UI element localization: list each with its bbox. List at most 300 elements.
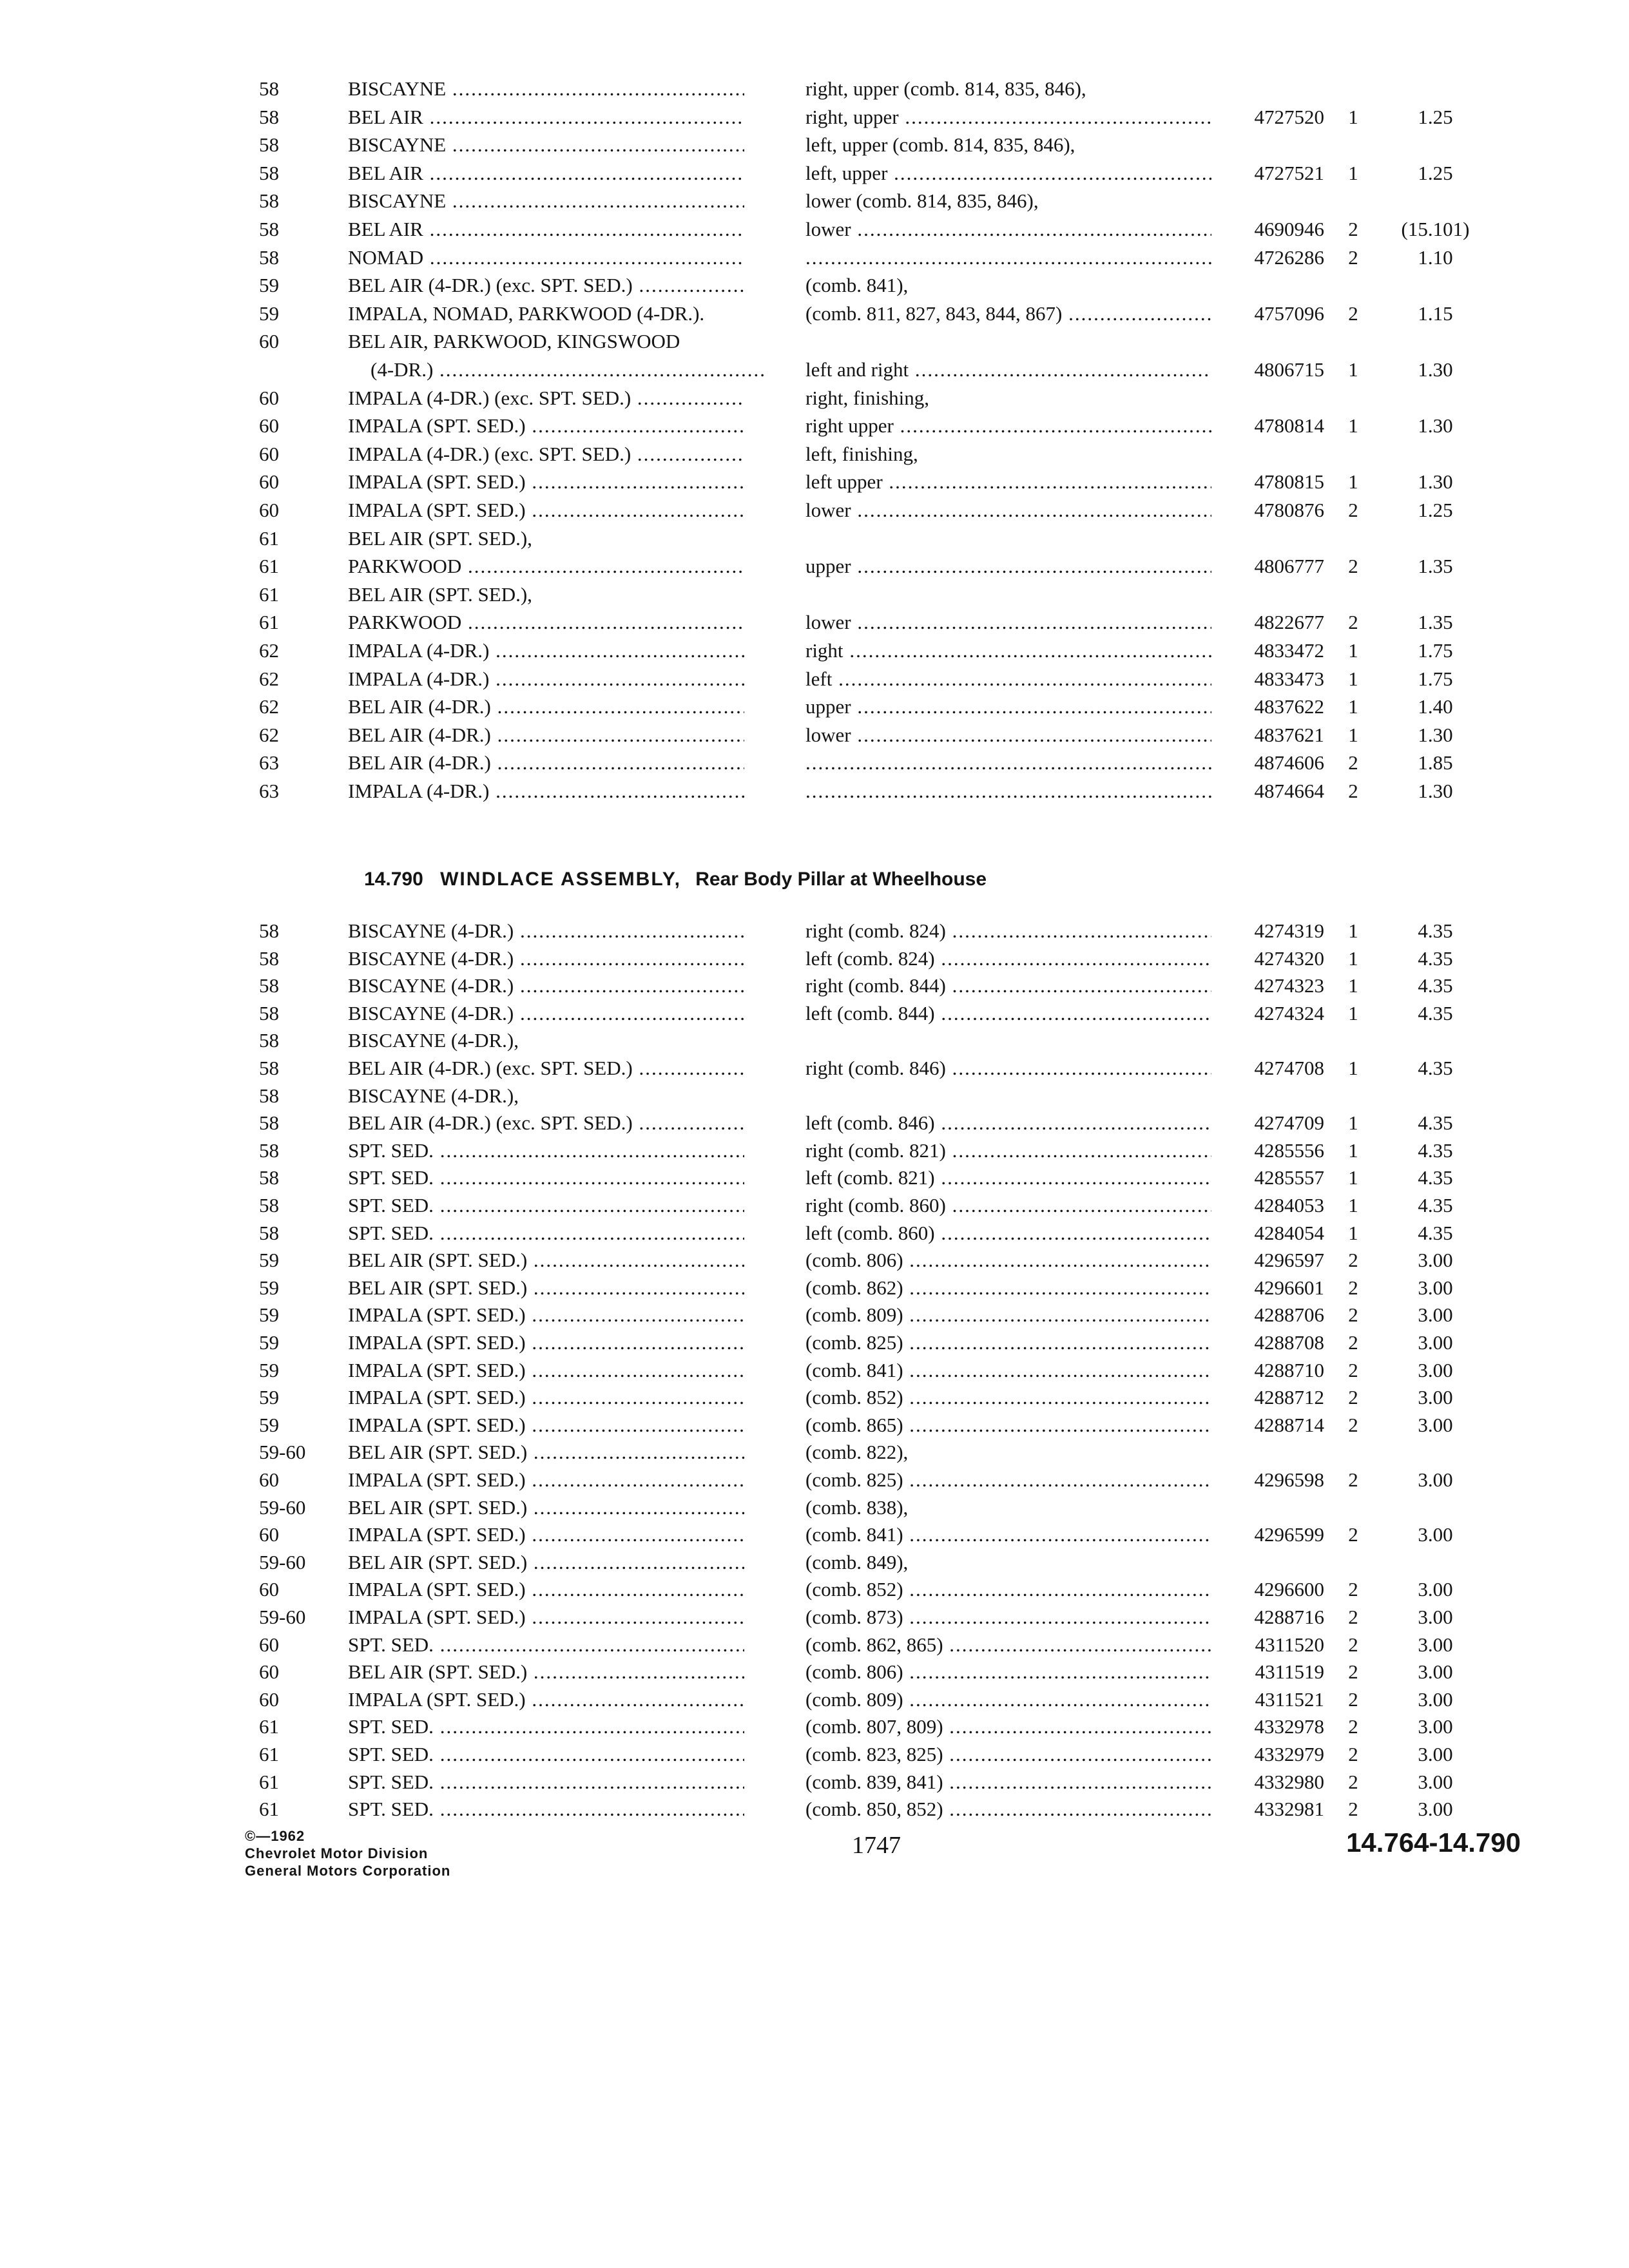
- year-cell: 59: [259, 274, 279, 297]
- table-row: [0, 76, 1629, 102]
- quantity-cell: 1: [1348, 695, 1358, 718]
- description-cell: [805, 245, 1211, 271]
- description-cell: right upper .....: [805, 413, 1211, 439]
- model-cell: IMPALA (SPT. SED.) .....: [348, 1522, 744, 1548]
- year-cell: 60: [259, 1687, 279, 1711]
- year-cell: 59: [259, 302, 279, 325]
- description-cell: (comb. 809) .....: [805, 1302, 1211, 1328]
- table-row: [0, 1028, 1629, 1053]
- model-cell: PARKWOOD .....: [348, 610, 744, 635]
- table-row: [0, 357, 1629, 383]
- model-cell: SPT. SED. .....: [348, 1165, 744, 1191]
- model-cell: SPT. SED. .....: [348, 1796, 744, 1822]
- price-cell: 1.30: [1418, 470, 1453, 494]
- year-cell: 61: [259, 555, 279, 578]
- quantity-cell: 2: [1348, 302, 1358, 325]
- table-row: [0, 1467, 1629, 1493]
- table-row: [0, 188, 1629, 214]
- year-cell: 58: [259, 1221, 279, 1244]
- table-row: [0, 553, 1629, 579]
- description-cell: left .....: [805, 666, 1211, 692]
- quantity-cell: 1: [1348, 947, 1358, 970]
- table-row: [0, 694, 1629, 720]
- quantity-cell: 2: [1348, 611, 1358, 634]
- model-cell: BEL AIR (SPT. SED.) .....: [348, 1247, 744, 1273]
- description-cell: (comb. 865) .....: [805, 1412, 1211, 1438]
- description-cell: left and right .....: [805, 357, 1211, 383]
- table-row: [0, 1495, 1629, 1521]
- part-number-cell: 4726286: [1254, 245, 1324, 269]
- year-cell: 58: [259, 133, 279, 157]
- description-cell: (comb. 807, 809) .....: [805, 1714, 1211, 1740]
- part-number-cell: 4296601: [1254, 1276, 1324, 1299]
- quantity-cell: 2: [1348, 1798, 1358, 1821]
- year-cell: 61: [259, 1743, 279, 1765]
- part-number-cell: 4780876: [1254, 499, 1324, 521]
- model-cell: PARKWOOD .....: [348, 553, 744, 579]
- quantity-cell: 2: [1348, 1660, 1358, 1684]
- year-cell: 60: [259, 499, 279, 521]
- model-cell: BEL AIR (SPT. SED.) .....: [348, 1275, 744, 1301]
- table-row: [0, 973, 1629, 999]
- model-cell: SPT. SED. .....: [348, 1714, 744, 1740]
- quantity-cell: 2: [1348, 1743, 1358, 1765]
- model-cell: SPT. SED. .....: [348, 1632, 744, 1658]
- description-cell: upper .....: [805, 694, 1211, 720]
- price-cell: 3.00: [1418, 1660, 1453, 1684]
- price-cell: 3.00: [1418, 1413, 1453, 1436]
- table-row: [0, 1522, 1629, 1548]
- description-cell: right (comb. 821) .....: [805, 1138, 1211, 1164]
- quantity-cell: 1: [1348, 974, 1358, 997]
- description-cell: (comb. 873) .....: [805, 1604, 1211, 1630]
- table-row: [0, 104, 1629, 130]
- part-number-cell: 4837622: [1254, 695, 1324, 718]
- table-row: [0, 750, 1629, 776]
- price-cell: 1.30: [1418, 780, 1453, 802]
- model-cell: IMPALA (SPT. SED.) .....: [348, 1330, 744, 1356]
- description-cell: (comb. 839, 841) .....: [805, 1769, 1211, 1795]
- year-cell: 60: [259, 386, 279, 409]
- description-cell: right (comb. 844) .....: [805, 973, 1211, 999]
- table-row: [0, 1577, 1629, 1602]
- year-cell: 58: [259, 245, 279, 269]
- part-number-cell: 4833473: [1254, 667, 1324, 690]
- part-number-cell: 4757096: [1254, 302, 1324, 325]
- price-cell: 3.00: [1418, 1606, 1453, 1628]
- part-number-cell: 4274708: [1254, 1057, 1324, 1079]
- model-cell: IMPALA (4-DR.) .....: [348, 666, 744, 692]
- quantity-cell: 2: [1348, 1468, 1358, 1491]
- year-cell: 59: [259, 1331, 279, 1354]
- year-cell: 60: [259, 1578, 279, 1601]
- table-row: [0, 441, 1629, 467]
- description-cell: (comb. 862) .....: [805, 1275, 1211, 1301]
- year-cell: 59-60: [259, 1550, 306, 1573]
- description-cell: upper .....: [805, 553, 1211, 579]
- model-cell: IMPALA (SPT. SED.) .....: [348, 1385, 744, 1410]
- description-cell: (comb. 806) .....: [805, 1247, 1211, 1273]
- part-number-cell: 4288710: [1254, 1358, 1324, 1381]
- part-number-cell: 4296598: [1254, 1468, 1324, 1491]
- page-number: 1747: [852, 1832, 901, 1859]
- model-cell: BEL AIR (SPT. SED.) .....: [348, 1550, 744, 1575]
- price-cell: 4.35: [1418, 1166, 1453, 1189]
- description-cell: (comb. 825) .....: [805, 1467, 1211, 1493]
- year-cell: 60: [259, 442, 279, 465]
- table-row: [0, 1358, 1629, 1383]
- model-cell: BISCAYNE .....: [348, 132, 744, 158]
- year-cell: 58: [259, 1111, 279, 1135]
- quantity-cell: 1: [1348, 1001, 1358, 1024]
- table-row: [0, 1632, 1629, 1658]
- table-row: [0, 160, 1629, 186]
- part-number-cell: 4311520: [1255, 1633, 1324, 1656]
- price-cell: 1.25: [1418, 499, 1453, 521]
- description-cell: (comb. 822),: [805, 1441, 909, 1464]
- year-cell: 59: [259, 1413, 279, 1436]
- description-cell: lower .....: [805, 722, 1211, 748]
- table-row: [0, 1796, 1629, 1822]
- year-cell: 58: [259, 189, 279, 213]
- description-cell: (comb. 849),: [805, 1550, 909, 1573]
- model-cell: BEL AIR .....: [348, 160, 744, 186]
- year-cell: 61: [259, 1715, 279, 1738]
- quantity-cell: 1: [1348, 1057, 1358, 1079]
- table-row: [0, 1055, 1629, 1081]
- table-row: [0, 497, 1629, 523]
- price-cell: 1.40: [1418, 695, 1453, 718]
- description-cell: right, upper .....: [805, 104, 1211, 130]
- description-cell: lower .....: [805, 610, 1211, 635]
- description-cell: (comb. 806) .....: [805, 1659, 1211, 1685]
- description-cell: (comb. 823, 825) .....: [805, 1742, 1211, 1767]
- year-cell: 62: [259, 667, 279, 690]
- table-row: [0, 132, 1629, 158]
- part-number-cell: 4332980: [1254, 1770, 1324, 1793]
- model-cell: BEL AIR, PARKWOOD, KINGSWOOD: [348, 330, 680, 353]
- price-cell: 1.30: [1418, 358, 1453, 381]
- table-row: [0, 1001, 1629, 1026]
- model-cell: IMPALA (SPT. SED.) .....: [348, 1412, 744, 1438]
- description-cell: left, upper .....: [805, 160, 1211, 186]
- description-cell: (comb. 852) .....: [805, 1385, 1211, 1410]
- quantity-cell: 2: [1348, 499, 1358, 521]
- model-cell: BEL AIR (SPT. SED.),: [348, 582, 532, 606]
- year-cell: 60: [259, 1660, 279, 1684]
- quantity-cell: 1: [1348, 1139, 1358, 1162]
- year-cell: 60: [259, 414, 279, 437]
- publisher-block: [245, 1827, 580, 1879]
- part-number-cell: 4284053: [1254, 1194, 1324, 1216]
- quantity-cell: 1: [1348, 358, 1358, 381]
- description-cell: lower (comb. 814, 835, 846),: [805, 189, 1039, 213]
- quantity-cell: 2: [1348, 1523, 1358, 1546]
- description-cell: (comb. 838),: [805, 1495, 909, 1519]
- section-heading: [364, 869, 987, 890]
- part-number-cell: 4288716: [1254, 1606, 1324, 1628]
- description-cell: right, upper (comb. 814, 835, 846),: [805, 77, 1086, 100]
- table-row: [0, 301, 1629, 327]
- description-cell: right (comb. 860) .....: [805, 1193, 1211, 1218]
- section-number: 14.790: [364, 869, 423, 890]
- model-cell: BISCAYNE (4-DR.) .....: [348, 918, 744, 944]
- price-cell: 1.25: [1418, 161, 1453, 184]
- quantity-cell: 2: [1348, 751, 1358, 774]
- price-cell: 3.00: [1418, 1303, 1453, 1327]
- table-row: [0, 1550, 1629, 1575]
- price-cell: 1.85: [1418, 751, 1453, 774]
- table-row: [0, 1302, 1629, 1328]
- year-cell: 61: [259, 611, 279, 634]
- part-number-cell: 4822677: [1254, 611, 1324, 634]
- model-cell: IMPALA (SPT. SED.) .....: [348, 1358, 744, 1383]
- table-row: [0, 1138, 1629, 1164]
- year-cell: 61: [259, 1798, 279, 1821]
- quantity-cell: 2: [1348, 1276, 1358, 1299]
- price-cell: 4.35: [1418, 1139, 1453, 1162]
- model-cell: BEL AIR (4-DR.) .....: [348, 750, 744, 776]
- quantity-cell: 1: [1348, 161, 1358, 184]
- part-number-cell: 4780815: [1254, 470, 1324, 494]
- price-cell: 1.35: [1418, 611, 1453, 634]
- part-number-cell: 4332978: [1254, 1715, 1324, 1738]
- quantity-cell: 2: [1348, 555, 1358, 578]
- model-cell: IMPALA (SPT. SED.) .....: [348, 497, 744, 523]
- table-row: [0, 1604, 1629, 1630]
- part-number-cell: 4285556: [1254, 1139, 1324, 1162]
- quantity-cell: 1: [1348, 723, 1358, 746]
- year-cell: 58: [259, 1029, 279, 1052]
- year-cell: 60: [259, 1523, 279, 1546]
- table-row: [0, 638, 1629, 664]
- year-cell: 59-60: [259, 1441, 306, 1464]
- model-cell: BISCAYNE (4-DR.),: [348, 1029, 519, 1052]
- model-cell: NOMAD .....: [348, 245, 744, 271]
- quantity-cell: 2: [1348, 1331, 1358, 1354]
- model-cell: BISCAYNE .....: [348, 76, 744, 102]
- part-number-cell: 4288706: [1254, 1303, 1324, 1327]
- price-cell: 3.00: [1418, 1687, 1453, 1711]
- year-cell: 62: [259, 639, 279, 662]
- part-number-cell: 4274323: [1254, 974, 1324, 997]
- price-cell: (15.101): [1401, 218, 1470, 240]
- year-cell: 58: [259, 974, 279, 997]
- part-number-cell: 4296599: [1254, 1523, 1324, 1546]
- year-cell: 60: [259, 470, 279, 494]
- price-cell: 3.00: [1418, 1386, 1453, 1409]
- copyright-line: ©—1962: [245, 1828, 305, 1844]
- description-cell: (comb. 862, 865) .....: [805, 1632, 1211, 1658]
- part-number-cell: 4727521: [1254, 161, 1324, 184]
- price-cell: 3.00: [1418, 1523, 1453, 1546]
- corporation-line: General Motors Corporation: [245, 1863, 451, 1879]
- price-cell: 3.00: [1418, 1633, 1453, 1656]
- year-cell: 58: [259, 1001, 279, 1024]
- model-cell: BEL AIR .....: [348, 216, 744, 242]
- description-cell: left (comb. 821) .....: [805, 1165, 1211, 1191]
- description-cell: [805, 778, 1211, 804]
- quantity-cell: 2: [1348, 1358, 1358, 1381]
- quantity-cell: 2: [1348, 1633, 1358, 1656]
- price-cell: 4.35: [1418, 974, 1453, 997]
- price-cell: 3.00: [1418, 1743, 1453, 1765]
- description-cell: right (comb. 824) .....: [805, 918, 1211, 944]
- description-cell: (comb. 850, 852) .....: [805, 1796, 1211, 1822]
- year-cell: 58: [259, 1084, 279, 1107]
- section-subtitle: Rear Body Pillar at Wheelhouse: [695, 869, 987, 890]
- quantity-cell: 2: [1348, 1386, 1358, 1409]
- description-cell: lower .....: [805, 497, 1211, 523]
- model-cell: BEL AIR (4-DR.) (exc. SPT. SED.) .....: [348, 1055, 744, 1081]
- table-row: [0, 1275, 1629, 1301]
- table-row: [0, 582, 1629, 608]
- price-cell: 1.10: [1418, 245, 1453, 269]
- model-cell: SPT. SED. .....: [348, 1220, 744, 1246]
- table-row: [0, 1247, 1629, 1273]
- table-row: [0, 610, 1629, 635]
- table-row: [0, 216, 1629, 242]
- quantity-cell: 2: [1348, 1578, 1358, 1601]
- price-cell: 4.35: [1418, 1111, 1453, 1135]
- model-cell: BEL AIR (SPT. SED.) .....: [348, 1439, 744, 1465]
- price-cell: 3.00: [1418, 1770, 1453, 1793]
- price-cell: 3.00: [1418, 1715, 1453, 1738]
- table-row: [0, 1742, 1629, 1767]
- model-cell: BEL AIR .....: [348, 104, 744, 130]
- table-row: [0, 722, 1629, 748]
- model-cell: BEL AIR (4-DR.) .....: [348, 694, 744, 720]
- model-cell: IMPALA (SPT. SED.) .....: [348, 1467, 744, 1493]
- year-cell: 58: [259, 218, 279, 240]
- description-cell: (comb. 841),: [805, 274, 909, 297]
- year-cell: 63: [259, 780, 279, 802]
- table-row: [0, 385, 1629, 411]
- year-cell: 60: [259, 1468, 279, 1491]
- quantity-cell: 2: [1348, 218, 1358, 240]
- table-row: [0, 1193, 1629, 1218]
- year-cell: 59: [259, 1249, 279, 1272]
- part-number-cell: 4288712: [1254, 1386, 1324, 1409]
- quantity-cell: 1: [1348, 1166, 1358, 1189]
- description-cell: left, finishing,: [805, 442, 918, 465]
- model-cell: IMPALA (SPT. SED.) .....: [348, 1302, 744, 1328]
- quantity-cell: 1: [1348, 667, 1358, 690]
- part-number-cell: 4833472: [1254, 639, 1324, 662]
- model-cell: SPT. SED. .....: [348, 1769, 744, 1795]
- price-cell: 1.35: [1418, 555, 1453, 578]
- description-cell: left (comb. 846) .....: [805, 1110, 1211, 1136]
- part-number-cell: 4285557: [1254, 1166, 1324, 1189]
- description-cell: (comb. 811, 827, 843, 844, 867) .....: [805, 301, 1211, 327]
- description-cell: (comb. 809) .....: [805, 1687, 1211, 1713]
- price-cell: 1.30: [1418, 414, 1453, 437]
- part-number-cell: 4274709: [1254, 1111, 1324, 1135]
- model-cell: BISCAYNE (4-DR.),: [348, 1084, 519, 1107]
- price-cell: 3.00: [1418, 1249, 1453, 1272]
- part-number-cell: 4284054: [1254, 1221, 1324, 1244]
- model-cell: IMPALA (4-DR.) (exc. SPT. SED.) .....: [348, 385, 744, 411]
- year-cell: 59: [259, 1303, 279, 1327]
- year-cell: 58: [259, 1057, 279, 1079]
- model-cell: BEL AIR (4-DR.) (exc. SPT. SED.) .....: [348, 1110, 744, 1136]
- part-number-cell: 4296597: [1254, 1249, 1324, 1272]
- description-cell: right (comb. 846) .....: [805, 1055, 1211, 1081]
- table-row: [0, 1165, 1629, 1191]
- description-cell: left (comb. 824) .....: [805, 946, 1211, 972]
- model-cell: BEL AIR (SPT. SED.) .....: [348, 1495, 744, 1521]
- model-cell: IMPALA (SPT. SED.) .....: [348, 1577, 744, 1602]
- part-number-cell: 4332981: [1254, 1798, 1324, 1821]
- quantity-cell: 1: [1348, 105, 1358, 128]
- model-cell: SPT. SED. .....: [348, 1138, 744, 1164]
- quantity-cell: 2: [1348, 245, 1358, 269]
- year-cell: 60: [259, 330, 279, 353]
- model-cell: SPT. SED. .....: [348, 1193, 744, 1218]
- price-cell: 1.25: [1418, 105, 1453, 128]
- model-cell: (4-DR.) .....: [371, 357, 767, 383]
- part-number-cell: 4690946: [1254, 218, 1324, 240]
- price-cell: 3.00: [1418, 1358, 1453, 1381]
- price-cell: 3.00: [1418, 1798, 1453, 1821]
- price-cell: 3.00: [1418, 1578, 1453, 1601]
- year-cell: 59: [259, 1386, 279, 1409]
- part-number-cell: 4274324: [1254, 1001, 1324, 1024]
- quantity-cell: 2: [1348, 1687, 1358, 1711]
- quantity-cell: 1: [1348, 1221, 1358, 1244]
- description-cell: [805, 750, 1211, 776]
- price-cell: 4.35: [1418, 947, 1453, 970]
- year-cell: 58: [259, 1166, 279, 1189]
- year-cell: 59: [259, 1358, 279, 1381]
- model-cell: IMPALA (4-DR.) .....: [348, 778, 744, 804]
- table-row: [0, 946, 1629, 972]
- year-cell: 62: [259, 695, 279, 718]
- description-cell: (comb. 852) .....: [805, 1577, 1211, 1602]
- model-cell: IMPALA (4-DR.) (exc. SPT. SED.) .....: [348, 441, 744, 467]
- table-row: [0, 1412, 1629, 1438]
- table-row: [0, 245, 1629, 271]
- price-cell: 3.00: [1418, 1468, 1453, 1491]
- part-number-cell: 4274320: [1254, 947, 1324, 970]
- year-cell: 58: [259, 77, 279, 100]
- year-cell: 58: [259, 1139, 279, 1162]
- description-cell: left (comb. 860) .....: [805, 1220, 1211, 1246]
- model-cell: BEL AIR (4-DR.) .....: [348, 722, 744, 748]
- model-cell: IMPALA (SPT. SED.) .....: [348, 413, 744, 439]
- quantity-cell: 1: [1348, 639, 1358, 662]
- table-row: [0, 1220, 1629, 1246]
- price-cell: 1.30: [1418, 723, 1453, 746]
- model-cell: IMPALA (SPT. SED.) .....: [348, 469, 744, 495]
- price-cell: 1.75: [1418, 639, 1453, 662]
- table-row: [0, 469, 1629, 495]
- year-cell: 63: [259, 751, 279, 774]
- quantity-cell: 1: [1348, 1111, 1358, 1135]
- year-cell: 59-60: [259, 1495, 306, 1519]
- price-cell: 3.00: [1418, 1276, 1453, 1299]
- model-cell: BISCAYNE (4-DR.) .....: [348, 946, 744, 972]
- table-row: [0, 918, 1629, 944]
- price-cell: 4.35: [1418, 919, 1453, 942]
- quantity-cell: 1: [1348, 919, 1358, 942]
- part-number-cell: 4288708: [1254, 1331, 1324, 1354]
- year-cell: 58: [259, 1194, 279, 1216]
- year-cell: 59: [259, 1276, 279, 1299]
- table-row: [0, 1659, 1629, 1685]
- description-cell: left, upper (comb. 814, 835, 846),: [805, 133, 1075, 157]
- quantity-cell: 2: [1348, 1606, 1358, 1628]
